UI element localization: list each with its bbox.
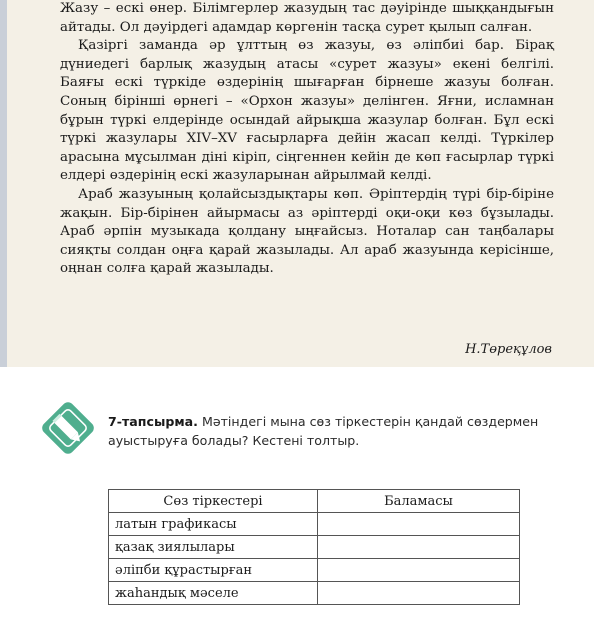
reading-text <box>60 0 554 279</box>
author-signature: Н.Төреқұлов <box>465 342 552 357</box>
answer-cell[interactable] <box>318 513 520 536</box>
phrase-cell: жаһандық мәселе <box>109 582 318 605</box>
table-row <box>109 513 520 536</box>
table-row <box>109 536 520 559</box>
column-header-phrases: Сөз тіркестері <box>109 490 318 513</box>
phrase-cell: қазақ зиялылары <box>109 536 318 559</box>
answer-cell[interactable] <box>318 536 520 559</box>
table-row <box>109 582 520 605</box>
paragraph-3: Араб жазуының қолайсыздықтары көп. Әріптердің түрі бір-біріне жақын. Бір-бірінен айырмасы аз әріптерді оқи-оқи көз бұзылады. Араб әрпін музыкада қолдану ыңғайсыз. Ноталар сан таңбалары сияқты солдан оңға қарай жазылады. Ал араб жазуында керісінше, оңнан солға қарай жазылады. <box>60 186 554 277</box>
task-instruction <box>108 412 568 450</box>
table-header-row <box>109 490 520 513</box>
answer-table <box>108 489 520 605</box>
page-edge-bar <box>0 0 7 367</box>
answer-cell[interactable] <box>318 559 520 582</box>
answer-cell[interactable] <box>318 582 520 605</box>
task-title: 7-тапсырма. <box>108 414 198 429</box>
paragraph-1: Жазу – ескі өнер. Білімгерлер жазудың тас дәуірінде шыққандығын айтады. Ол дәуірдегі адамдар көргенін тасқа сурет қылып салған. <box>60 1 554 35</box>
task-body: Мәтіндегі мына сөз тіркестерін қандай сөздермен ауыстыруға болады? Кестені толтыр. <box>108 414 539 448</box>
phrase-cell: әліпби құрастырған <box>109 559 318 582</box>
paragraph-2: Қазіргі заманда әр ұлттың өз жазуы, өз әліпбиі бар. Бірақ дүниедегі барлық жазудың атасы «сурет жазуы» екені белгілі. Баяғы ескі түркіде өздерінің шығарған бірнеше жазуы болған. Соның біріншi өрнегі – «Орхон жазуы» делінген. Яғни, исламнан бұрын түркі елдерінде осындай айрықша жазулар болған. Бұл ескі түркі жазулары XIV–XV ғасырларға дейін жасап келді. Түркілер арасына мұсылман діні кіріп, сіңгеннен кейін де көп ғасырлар түркі елдері өздерінің ескі жазуларынан айрылмай келді. <box>60 38 554 184</box>
table-row <box>109 559 520 582</box>
phrase-cell: латын графикасы <box>109 513 318 536</box>
column-header-equivalent: Баламасы <box>318 490 520 513</box>
pencil-icon <box>40 400 96 456</box>
